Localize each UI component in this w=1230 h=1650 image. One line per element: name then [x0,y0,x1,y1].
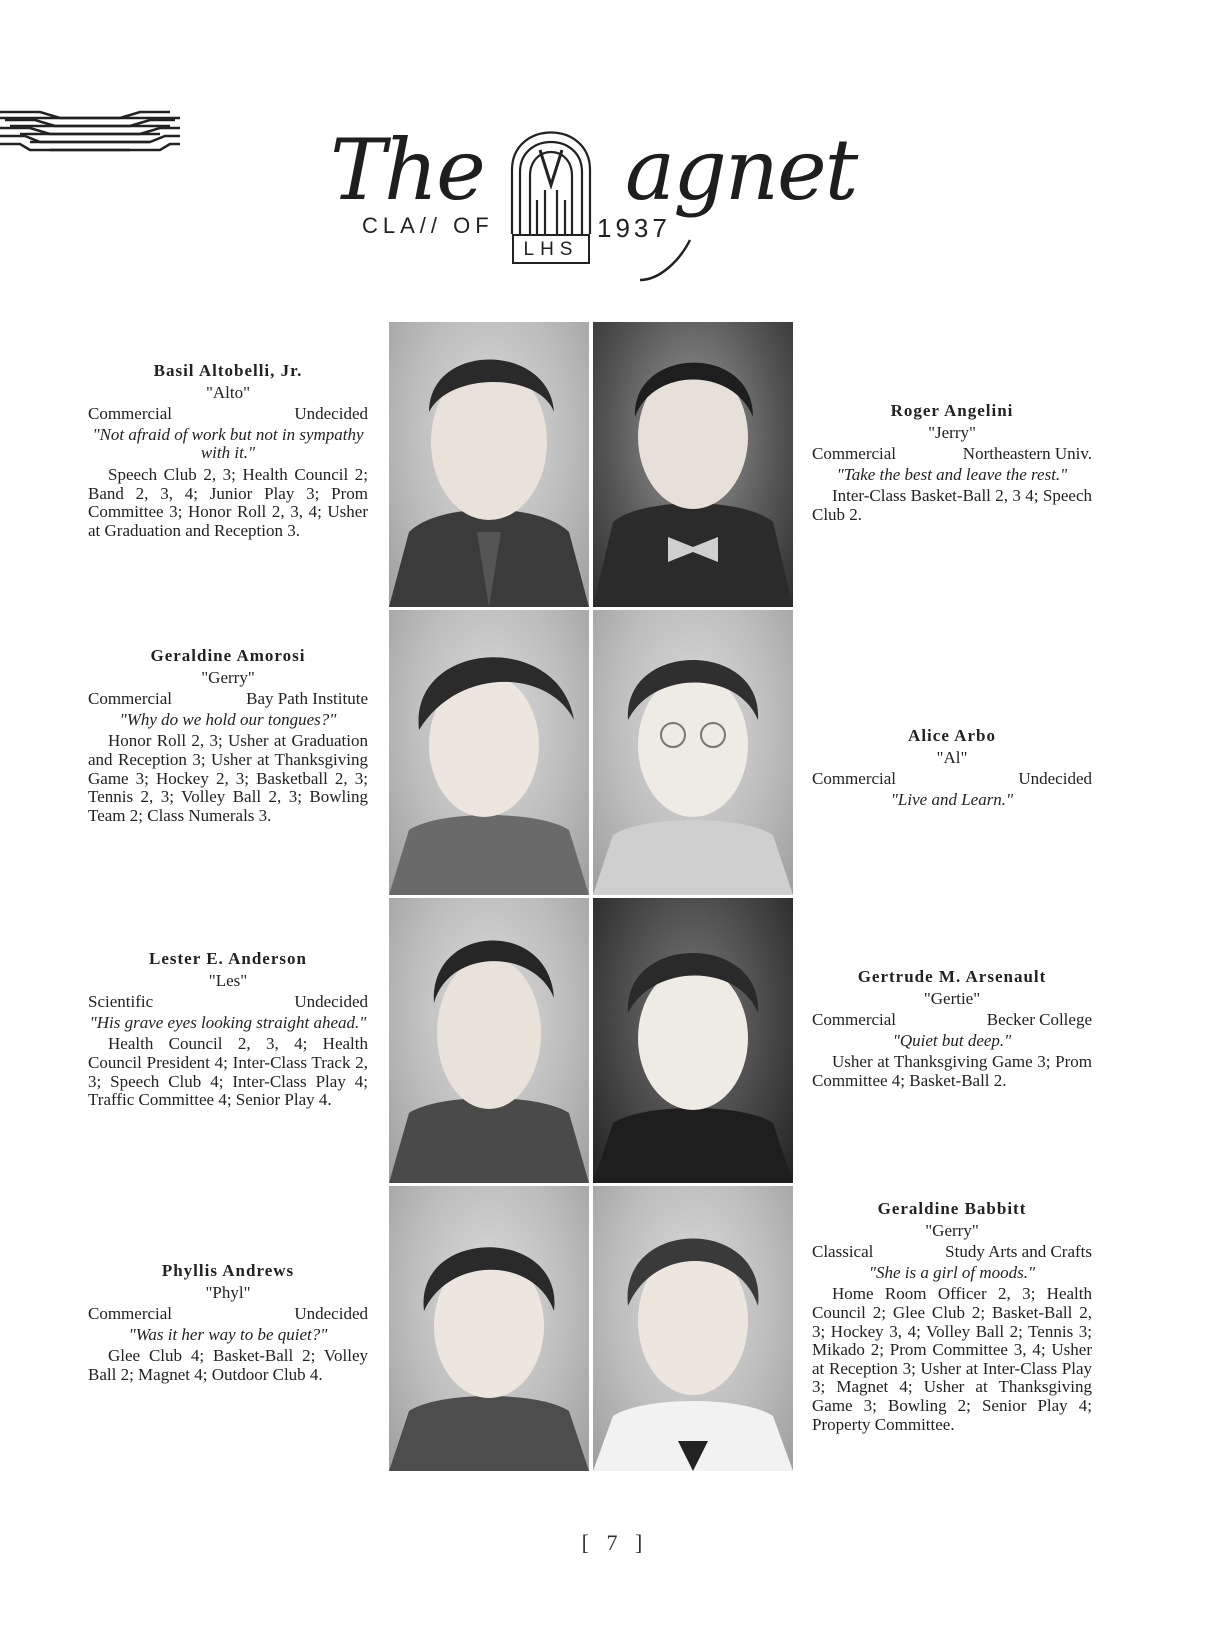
student-name: Alice Arbo [908,726,996,745]
student-course: Commercial [812,444,897,464]
student-course: Commercial [88,404,173,424]
student-activities: Glee Club 4; Basket-Ball 2; Volley Ball 2; Magnet 4; Outdoor Club 4. [88,1346,368,1384]
title-agnet: agnet [625,121,857,219]
student-plan: Becker College [986,1010,1092,1030]
magnet-m-emblem [0,110,1230,290]
school-initials-box: LHS [512,234,590,264]
student-plan: Bay Path Institute [246,689,368,709]
student-entry [812,968,1092,1091]
student-course: Commercial [88,1304,173,1324]
student-quote: "Why do we hold our tongues?" [119,709,337,729]
student-activities: Usher at Thanksgiving Game 3; Prom Committee 4; Basket-Ball 2. [812,1052,1092,1090]
student-nickname: "Gertie" [923,988,981,1008]
student-name: Geraldine Babbitt [877,1199,1027,1218]
student-plan: Undecided [294,1304,368,1324]
student-course: Classical [812,1242,874,1262]
portrait-geraldine-babbitt [593,1186,793,1471]
student-activities: Health Council 2, 3, 4; Health Council President 4; Inter-Class Track 2, 3; Speech Club 4; Inter-Class Play 4; Traffic Committee 4; Senior Play 4. [88,1034,368,1110]
student-name: Lester E. Anderson [149,949,307,968]
student-nickname: "Jerry" [928,422,976,442]
portrait-basil-altobelli [389,322,589,607]
student-entry [88,950,368,1110]
student-nickname: "Al" [936,747,968,767]
portrait-roger-angelini [593,322,793,607]
student-nickname: "Les" [208,970,248,990]
student-nickname: "Phyl" [205,1282,251,1302]
student-activities: Home Room Officer 2, 3; Health Council 2; Glee Club 2; Basket-Ball 2, 3; Hockey 3, 4; Volley Ball 2; Tennis 3; Mikado 2; Prom Committee 3, 4; Usher at Reception 3; Usher at Inter-Class Play 3; Magnet 4; Usher at Thanksgiving Game 3; Bowling 2; Senior Play 4; Property Committee. [812,1284,1092,1434]
title-the: The [330,121,484,219]
student-course: Scientific [88,992,154,1012]
student-name: Basil Altobelli, Jr. [153,361,303,380]
class-of-label: CLA// OF [362,213,494,238]
student-quote: "Quiet but deep." [892,1030,1012,1050]
student-quote: "His grave eyes looking straight ahead." [89,1012,367,1032]
student-name: Roger Angelini [890,401,1014,420]
portrait-phyllis-andrews [389,1186,589,1471]
student-activities: Honor Roll 2, 3; Usher at Graduation and Reception 3; Usher at Thanksgiving Game 3; Hockey 2, 3; Basketball 2, 3; Tennis 2, 3; Volley Ball 2, 3; Bowling Team 2; Class Numerals 3. [88,731,368,825]
student-course: Commercial [88,689,173,709]
student-quote: "Take the best and leave the rest." [836,464,1068,484]
portrait-alice-arbo [593,610,793,895]
student-quote: "Was it her way to be quiet?" [128,1324,328,1344]
student-plan: Northeastern Univ. [962,444,1092,464]
student-plan: Undecided [294,992,368,1012]
speed-lines-right [0,110,180,160]
student-nickname: "Gerry" [925,1220,979,1240]
masthead [0,110,1230,290]
student-plan: Study Arts and Crafts [945,1242,1092,1262]
student-plan: Undecided [294,404,368,424]
student-nickname: "Alto" [205,382,251,402]
student-quote: "She is a girl of moods." [868,1262,1036,1282]
student-course: Commercial [812,769,897,789]
student-activities: Speech Club 2, 3; Health Council 2; Band 2, 3, 4; Junior Play 3; Prom Committee 3; Honor Roll 2, 3, 4; Usher at Graduation and Reception 3. [88,464,368,540]
student-entry [88,1262,368,1385]
student-entry [88,647,368,825]
student-plan: Undecided [1018,769,1092,789]
portrait-geraldine-amorosi [389,610,589,895]
student-quote: "Not afraid of work but not in sympathy with it." [92,424,364,463]
student-course: Commercial [812,1010,897,1030]
class-year: 1937 [597,213,671,243]
page-number: [ 7 ] [581,1530,649,1555]
student-entry [812,402,1092,525]
portrait-lester-anderson [389,898,589,1183]
student-entry [88,362,368,540]
student-entry [812,1200,1092,1434]
student-name: Gertrude M. Arsenault [857,967,1047,986]
student-entry [812,727,1092,812]
student-name: Geraldine Amorosi [150,646,306,665]
portrait-gertrude-arsenault [593,898,793,1183]
student-quote: "Live and Learn." [890,789,1014,809]
student-activities: Inter-Class Basket-Ball 2, 3 4; Speech Club 2. [812,486,1092,524]
student-nickname: "Gerry" [201,667,255,687]
student-name: Phyllis Andrews [161,1261,295,1280]
